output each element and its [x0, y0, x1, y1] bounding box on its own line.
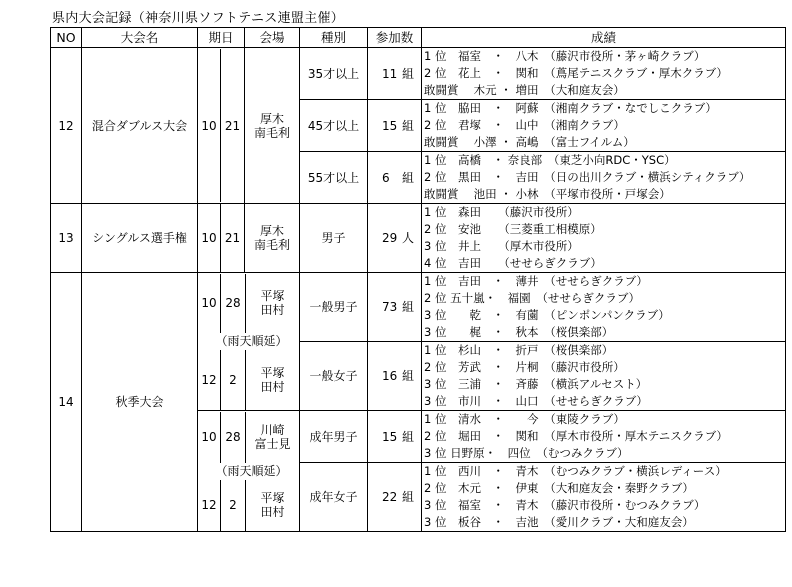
postpone-note: （雨天順延）	[215, 463, 288, 478]
venue	[245, 224, 299, 252]
count-wrap	[368, 300, 421, 314]
result-line: 1 位 西川 ・ 青木 （むつみクラブ・横浜レディース）	[424, 464, 727, 478]
count-unit: 組	[401, 170, 414, 185]
venue-line: 富士見	[254, 437, 291, 451]
count-cell	[368, 411, 422, 463]
table-row	[51, 273, 786, 342]
records-table	[50, 27, 786, 532]
venue-line: 平塚	[260, 491, 285, 505]
header-venue: 会場	[245, 28, 300, 48]
count-wrap	[368, 231, 421, 245]
result-line: 1 位 吉田 ・ 薄井 （せせらぎクラブ）	[424, 274, 648, 288]
results-cell	[422, 342, 786, 411]
result-line: 3 位 三浦 ・ 斉藤 （横浜アルセスト）	[424, 377, 648, 391]
venue-line: 田村	[260, 505, 285, 519]
header-name: 大会名	[82, 28, 198, 48]
category-cell: 成年女子	[300, 463, 368, 532]
venue-cell	[245, 204, 300, 273]
category-cell: 35才以上	[300, 48, 368, 100]
count-cell	[368, 48, 422, 100]
venue	[260, 491, 284, 519]
count-wrap	[368, 490, 421, 504]
results-cell	[422, 152, 786, 204]
date-day: 21	[220, 204, 244, 272]
session-row	[198, 480, 299, 531]
session-cell	[198, 411, 300, 532]
category-cell: 55才以上	[300, 152, 368, 204]
count-cell	[368, 463, 422, 532]
session-venue	[246, 350, 299, 410]
result-line: 2 位 黒田 ・ 吉田 （日の出川クラブ・横浜シティクラブ）	[424, 170, 751, 184]
count-wrap	[368, 119, 421, 133]
count-unit: 組	[401, 118, 414, 133]
results-cell	[422, 463, 786, 532]
count-unit: 組	[401, 490, 414, 504]
count-cell	[368, 204, 422, 273]
results-cell	[422, 204, 786, 273]
venue-line: 厚木	[259, 111, 284, 126]
header-results: 成績	[422, 28, 786, 48]
count-unit: 組	[401, 429, 414, 444]
result-line: 敢闘賞 小澤 ・ 高嶋 （富士フイルム）	[424, 135, 635, 149]
results-cell	[422, 411, 786, 463]
result-line: 3 位 市川 ・ 山口 （せせらぎクラブ）	[424, 394, 648, 408]
result-line: 2 位 君塚 ・ 山中 （湘南クラブ）	[424, 118, 625, 132]
result-line: 3 位 乾 ・ 有薗 （ピンポンパンクラブ）	[424, 308, 670, 322]
table-row	[51, 204, 786, 273]
session-venue	[246, 412, 299, 463]
count-wrap	[368, 369, 421, 383]
venue-line: 南毛利	[253, 238, 290, 252]
result-line: 敢闘賞 池田 ・ 小林 （平塚市役所・戸塚会）	[424, 187, 671, 201]
session-row	[198, 412, 299, 463]
category-cell: 45才以上	[300, 100, 368, 152]
event-no: 14	[51, 273, 82, 532]
postpone-note: （雨天順延）	[215, 334, 288, 348]
count-value: 73	[382, 300, 398, 314]
result-line: 敢闘賞 木元 ・ 増田 （大和庭友会）	[424, 83, 625, 97]
count-value: 29	[382, 231, 398, 245]
result-line: 1 位 森田 （藤沢市役所）	[424, 205, 579, 219]
count-value: 11	[382, 66, 398, 81]
result-line: 2 位 安池 （三菱重工相模原）	[424, 222, 602, 236]
date-month: 10	[201, 118, 217, 133]
date-month: 10	[201, 231, 217, 245]
result-line: 4 位 吉田 （せせらぎクラブ）	[424, 256, 602, 270]
category-cell: 一般男子	[300, 273, 368, 342]
count-cell	[368, 342, 422, 411]
count-unit: 組	[401, 369, 414, 383]
venue-line: 田村	[260, 303, 285, 318]
result-line: 2 位 五十嵐・ 福園 （せせらぎクラブ）	[424, 291, 640, 305]
venue-line: 平塚	[260, 289, 285, 304]
count-cell	[368, 152, 422, 204]
date-day: 21	[220, 49, 244, 202]
venue-line: 川崎	[260, 423, 285, 437]
session-cell	[198, 273, 300, 411]
date-month: 12	[201, 498, 217, 512]
result-line: 1 位 高橋 ・ 奈良部 （東芝小向RDC・YSC）	[424, 153, 676, 167]
date-month: 12	[201, 372, 217, 387]
header-count: 参加数	[368, 28, 422, 48]
result-line: 3 位 日野原・ 四位 （むつみクラブ）	[424, 446, 629, 460]
session-row	[198, 274, 299, 334]
count-unit: 人	[401, 231, 414, 245]
result-line: 3 位 福室 ・ 青木 （藤沢市役所・むつみクラブ）	[424, 498, 706, 512]
venue	[260, 289, 284, 317]
venue-line: 南毛利	[253, 125, 290, 140]
result-line: 3 位 梶 ・ 秋本 （桜倶楽部）	[424, 325, 614, 339]
count-value: 16	[382, 369, 398, 383]
count-cell	[368, 273, 422, 342]
event-no: 13	[51, 204, 82, 273]
date-cell	[198, 204, 245, 273]
result-line: 1 位 脇田 ・ 阿蘇 （湘南クラブ・なでしこクラブ）	[424, 101, 717, 115]
result-line: 1 位 杉山 ・ 折戸 （桜倶楽部）	[424, 343, 614, 357]
page-title: 県内大会記録（神奈川県ソフトテニス連盟主催）	[52, 11, 345, 26]
count-value: 15	[382, 118, 398, 133]
date-day: 2	[220, 480, 246, 531]
date-month: 10	[201, 296, 217, 311]
venue	[254, 423, 290, 451]
category-cell: 男子	[300, 204, 368, 273]
count-wrap	[368, 171, 421, 185]
result-line: 1 位 福室 ・ 八木 （藤沢市役所・茅ヶ崎クラブ）	[424, 49, 706, 63]
result-line: 3 位 井上 （厚木市役所）	[424, 239, 579, 253]
date-day: 28	[220, 412, 246, 463]
category-cell: 一般女子	[300, 342, 368, 411]
count-wrap	[368, 430, 421, 444]
count-value: 6	[382, 170, 390, 185]
venue-line: 田村	[260, 379, 285, 394]
venue-line: 平塚	[260, 365, 285, 380]
venue	[245, 112, 299, 140]
count-unit: 組	[401, 300, 414, 314]
date-cell	[198, 48, 245, 204]
date-month: 10	[201, 430, 217, 444]
event-name: 秋季大会	[82, 273, 198, 532]
session-box	[198, 274, 299, 410]
header-category: 種別	[300, 28, 368, 48]
category-cell: 成年男子	[300, 411, 368, 463]
result-line: 1 位 清水 ・ 今 （東陵クラブ）	[424, 412, 625, 426]
date-pair	[198, 204, 244, 272]
header-date: 期日	[198, 28, 245, 48]
header-row	[51, 28, 786, 48]
date-pair	[198, 49, 244, 202]
count-wrap	[368, 67, 421, 81]
date-day: 28	[220, 274, 246, 334]
result-line: 2 位 花上 ・ 関和 （蔦尾テニスクラブ・厚木クラブ）	[424, 66, 728, 80]
result-line: 3 位 板谷 ・ 吉池 （愛川クラブ・大和庭友会）	[424, 515, 694, 529]
venue	[260, 366, 284, 394]
event-no: 12	[51, 48, 82, 204]
results-cell	[422, 100, 786, 152]
session-row	[198, 350, 299, 410]
results-cell	[422, 48, 786, 100]
session-venue	[246, 480, 299, 531]
count-value: 15	[382, 429, 398, 444]
count-unit: 組	[401, 66, 414, 81]
table-row	[51, 48, 786, 100]
venue-cell	[245, 48, 300, 204]
event-name: シングルス選手権	[82, 204, 198, 273]
result-line: 2 位 芳武 ・ 片桐 （藤沢市役所）	[424, 360, 625, 374]
venue-line: 厚木	[259, 224, 284, 238]
session-box	[198, 412, 299, 531]
results-cell	[422, 273, 786, 342]
date-day: 2	[220, 350, 246, 410]
result-line: 2 位 堀田 ・ 関和 （厚木市役所・厚木テニスクラブ）	[424, 429, 728, 443]
header-no: NO	[51, 28, 82, 48]
count-value: 22	[382, 490, 398, 504]
result-line: 2 位 木元 ・ 伊東 （大和庭友会・秦野クラブ）	[424, 481, 694, 495]
session-venue	[246, 274, 299, 334]
event-name: 混合ダブルス大会	[82, 48, 198, 204]
count-cell	[368, 100, 422, 152]
